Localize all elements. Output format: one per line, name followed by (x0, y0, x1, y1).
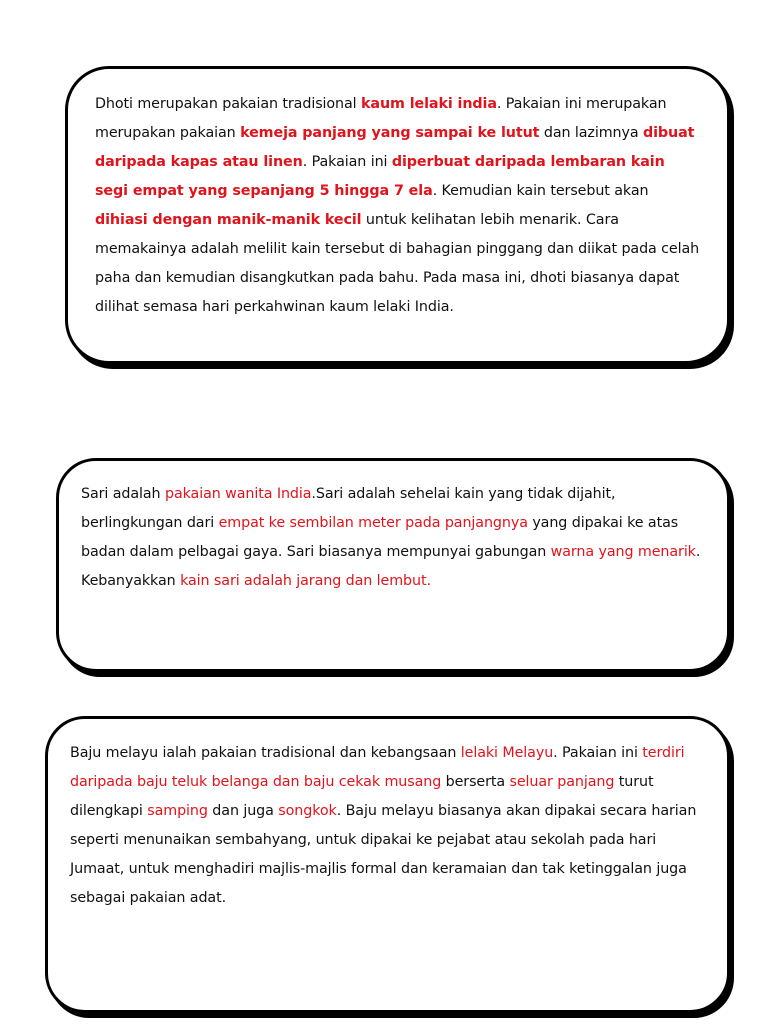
highlighted-text: lelaki Melayu (460, 745, 554, 761)
highlighted-text: pakaian wanita India (164, 486, 312, 502)
body-text: . Kebanyakkan (81, 544, 701, 589)
highlighted-text: empat ke sembilan meter pada panjangnya (218, 515, 528, 531)
body-text: .Sari adalah sehelai kain yang tidak dijahit, berlingkungan dari (81, 486, 616, 531)
body-text: . Pakaian ini merupakan merupakan pakaian (95, 96, 667, 141)
highlighted-text: terdiri daripada baju teluk belanga dan baju cekak musang (70, 745, 685, 790)
body-text: Dhoti merupakan pakaian tradisional (95, 96, 361, 112)
body-text: berserta (441, 774, 510, 790)
body-text: Baju melayu ialah pakaian tradisional dan kebangsaan (70, 745, 461, 761)
body-text: . Pakaian ini (553, 745, 643, 761)
body-text: turut dilengkapi (70, 774, 654, 819)
highlighted-text: diperbuat daripada lembaran kain segi empat yang sepanjang 5 hingga 7 ela (95, 154, 665, 199)
sari-paragraph (81, 480, 707, 596)
highlighted-text: kaum lelaki india (361, 96, 497, 112)
highlighted-text: songkok (278, 803, 337, 819)
body-text: dan lazimnya (539, 125, 643, 141)
body-text: yang dipakai ke atas badan dalam pelbagai gaya. Sari biasanya mempunyai gabungan (81, 515, 679, 560)
body-text: . Pakaian ini (302, 154, 392, 170)
body-text: . Kemudian kain tersebut akan (432, 183, 649, 199)
highlighted-text: kemeja panjang yang sampai ke lutut (240, 125, 540, 141)
body-text: Sari adalah (81, 486, 165, 502)
highlighted-text: seluar panjang (509, 774, 615, 790)
dhoti-card (65, 66, 730, 364)
highlighted-text: kain sari adalah jarang dan lembut. (180, 573, 431, 589)
body-text: . Baju melayu biasanya akan dipakai secara harian seperti menunaikan sembahyang, untuk dipakai ke pejabat atau sekolah pada hari Jumaat, untuk menghadiri majlis-majlis formal dan keramaian dan tak ketinggalan juga sebagai pakaian adat. (70, 803, 697, 906)
baju-melayu-card (45, 716, 730, 1013)
dhoti-paragraph (95, 90, 701, 322)
highlighted-text: dibuat daripada kapas atau linen (95, 125, 695, 170)
baju-melayu-paragraph (70, 739, 705, 913)
highlighted-text: warna yang menarik (550, 544, 696, 560)
sari-card (56, 458, 730, 672)
highlighted-text: dihiasi dengan manik-manik kecil (95, 212, 362, 228)
highlighted-text: samping (147, 803, 208, 819)
body-text: dan juga (207, 803, 279, 819)
body-text: untuk kelihatan lebih menarik. Cara memakainya adalah melilit kain tersebut di bahagian pinggang dan diikat pada celah paha dan kemudian disangkutkan pada bahu. Pada masa ini, dhoti biasanya dapat dilihat semasa hari perkahwinan kaum lelaki India. (95, 212, 700, 315)
